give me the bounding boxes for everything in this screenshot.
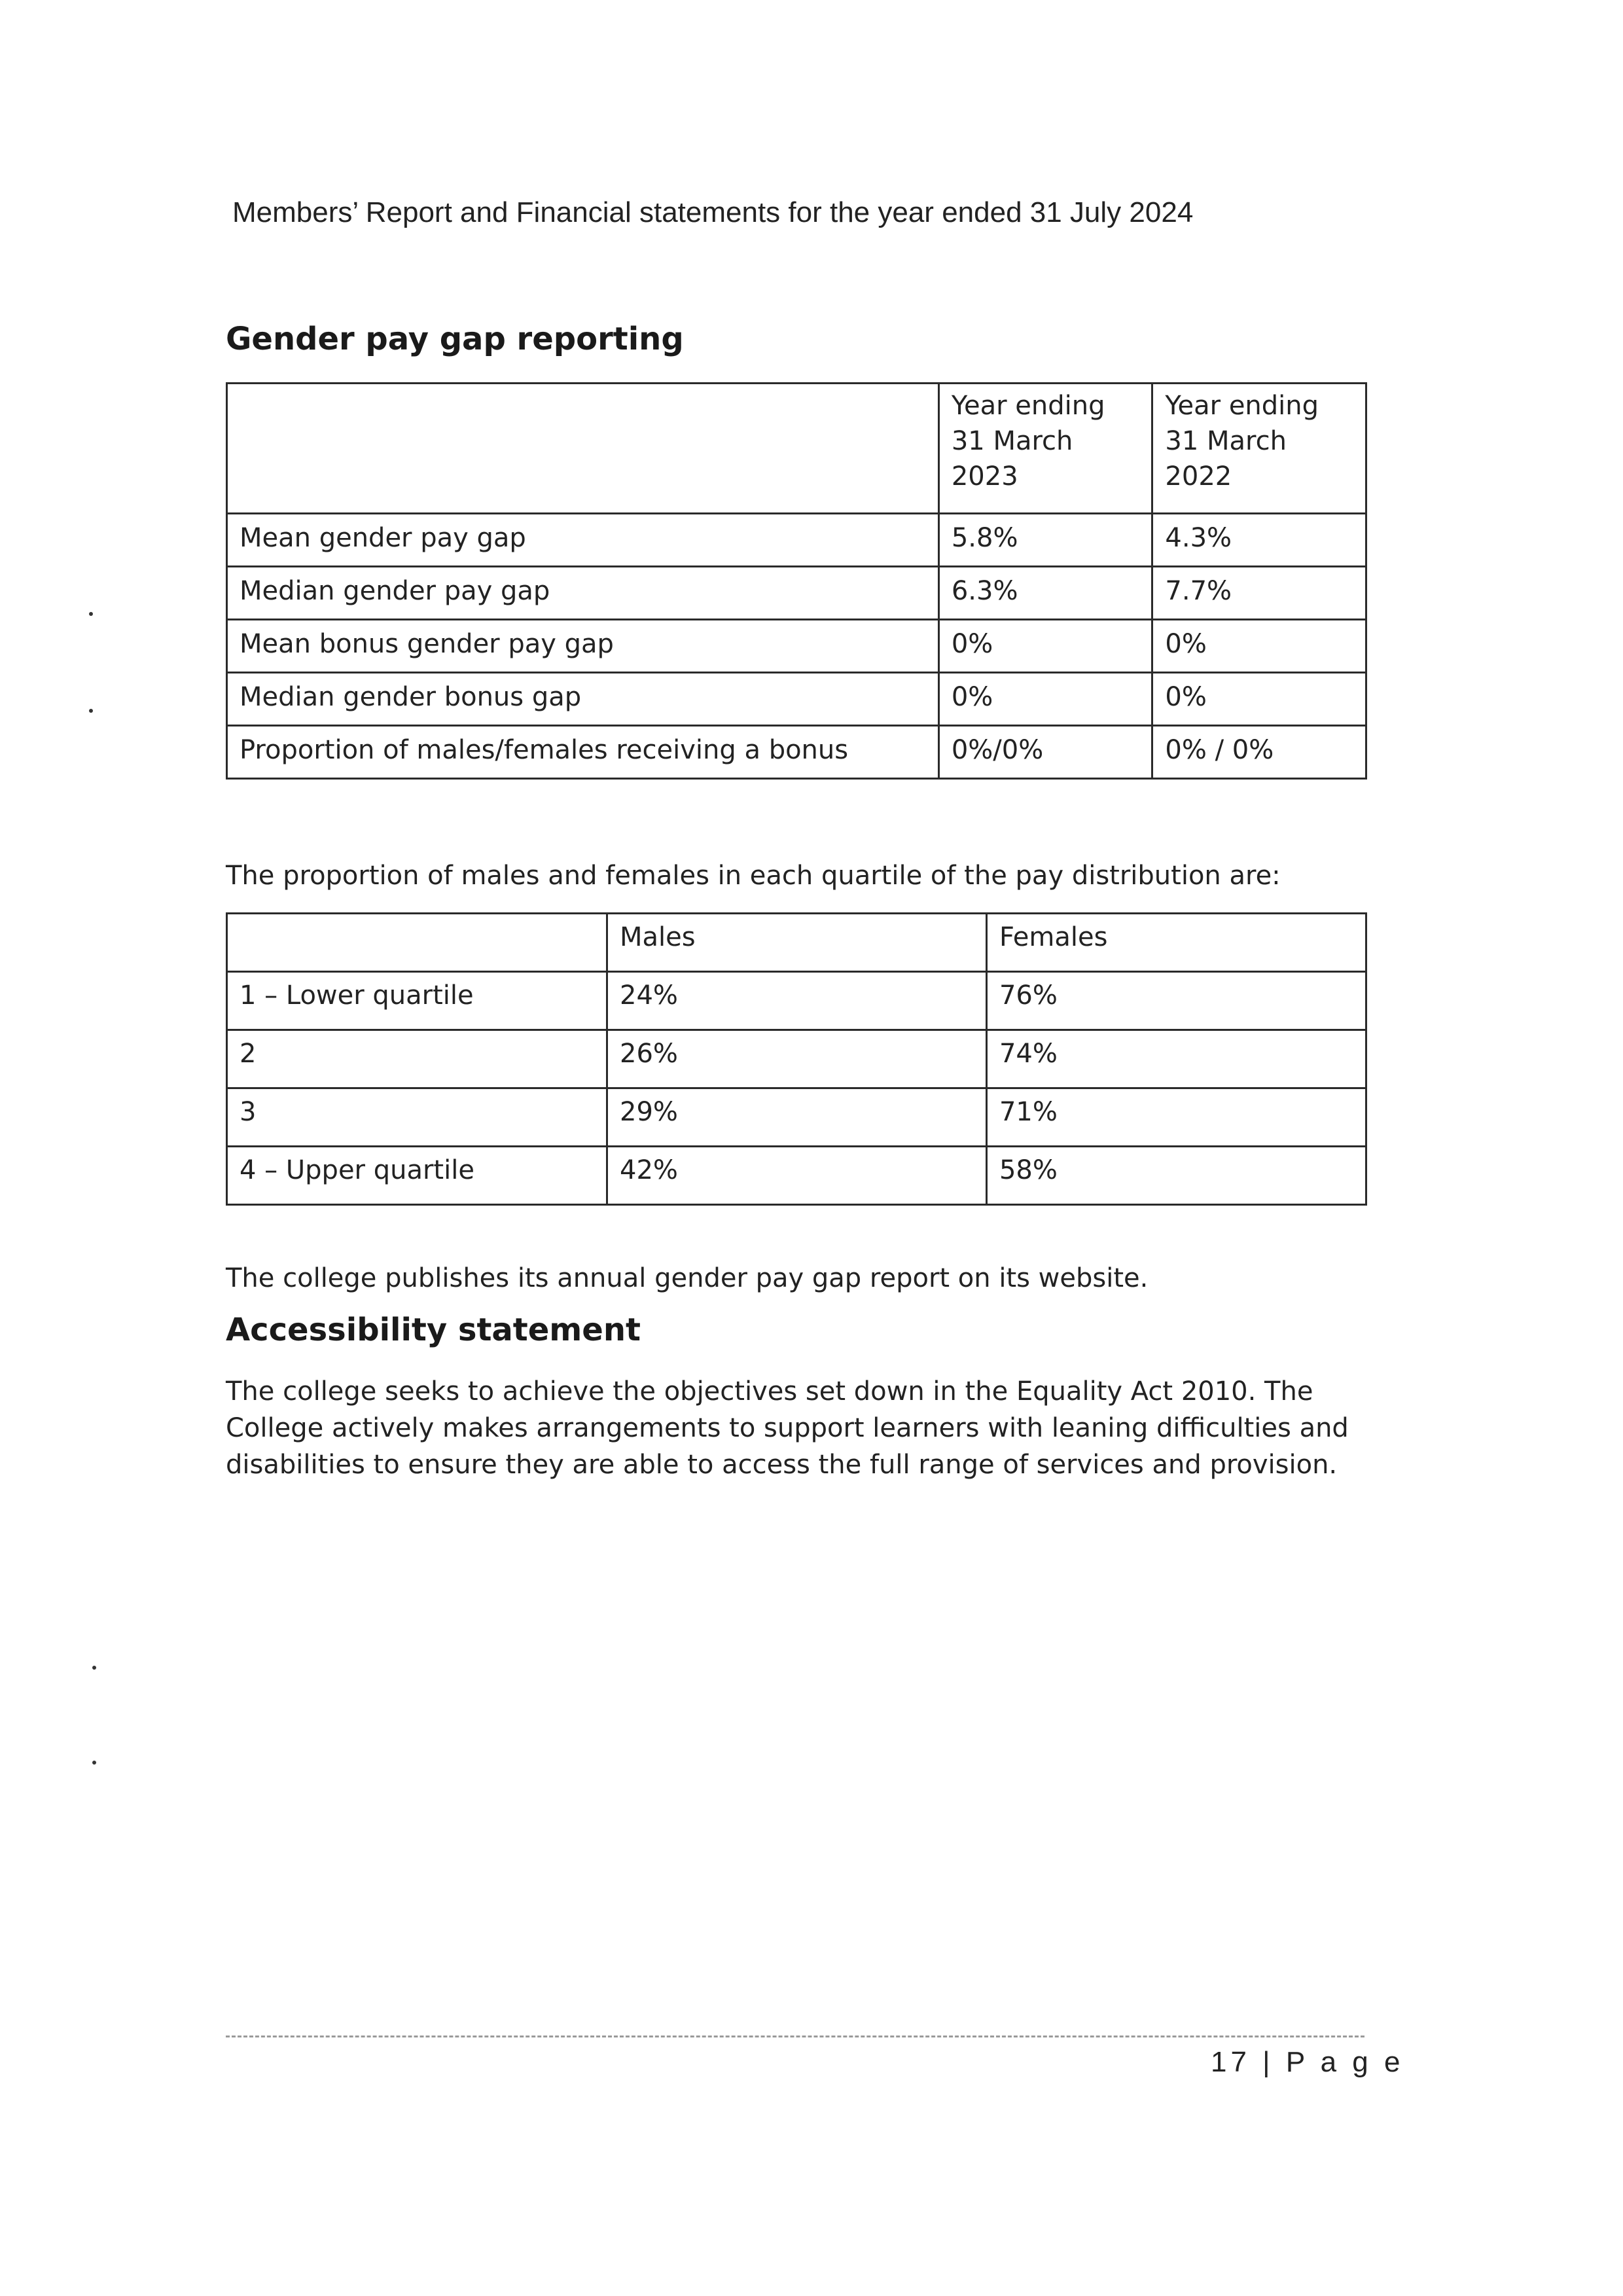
cell-value-2023: 0% — [938, 673, 1152, 726]
table-row — [227, 1147, 1366, 1205]
table-row — [227, 567, 1366, 620]
publish-note-text: The college publishes its annual gender pay gap report on its website. — [226, 1263, 1149, 1293]
cell-females: 71% — [986, 1088, 1366, 1147]
header-line: 2022 — [1165, 461, 1232, 492]
cell-value-2023: 5.8% — [938, 514, 1152, 567]
row-label: 3 — [227, 1088, 607, 1147]
row-label: Proportion of males/females receiving a bonus — [227, 726, 939, 779]
cell-value-2022: 4.3% — [1152, 514, 1366, 567]
scan-speck — [92, 1761, 96, 1765]
row-label: Mean bonus gender pay gap — [227, 620, 939, 673]
quartile-table — [226, 912, 1367, 1206]
cell-value-2022: 7.7% — [1152, 567, 1366, 620]
header-line: 31 March — [951, 426, 1073, 456]
cell-females: 76% — [986, 972, 1366, 1030]
section-title-gender-pay-gap: Gender pay gap reporting — [226, 321, 684, 357]
cell-females: 74% — [986, 1030, 1366, 1088]
running-header: Members’ Report and Financial statements for the year ended 31 July 2024 — [232, 196, 1194, 228]
cell-males: 26% — [607, 1030, 987, 1088]
table-header-cell-2022 — [1152, 384, 1366, 514]
table-row — [227, 1030, 1366, 1088]
table-header-row — [227, 384, 1366, 514]
cell-females: 58% — [986, 1147, 1366, 1205]
table-row — [227, 726, 1366, 779]
cell-value-2023: 6.3% — [938, 567, 1152, 620]
scan-speck — [92, 1666, 96, 1670]
table-header-cell-empty — [227, 914, 607, 972]
cell-value-2023: 0%/0% — [938, 726, 1152, 779]
row-label: Median gender pay gap — [227, 567, 939, 620]
section-title-accessibility: Accessibility statement — [226, 1312, 641, 1348]
table-header-cell-2023 — [938, 384, 1152, 514]
cell-males: 42% — [607, 1147, 987, 1205]
page-number: 17 | P a g e — [1211, 2046, 1404, 2078]
table-header-cell-empty — [227, 384, 939, 514]
scan-speck — [89, 612, 93, 616]
row-label: Mean gender pay gap — [227, 514, 939, 567]
table-row — [227, 1088, 1366, 1147]
cell-value-2022: 0% — [1152, 620, 1366, 673]
table-row — [227, 620, 1366, 673]
cell-males: 29% — [607, 1088, 987, 1147]
row-label: Median gender bonus gap — [227, 673, 939, 726]
gender-pay-gap-table — [226, 382, 1367, 780]
row-label: 2 — [227, 1030, 607, 1088]
table-row — [227, 514, 1366, 567]
scan-speck — [89, 709, 93, 713]
cell-value-2022: 0% — [1152, 673, 1366, 726]
table-header-cell-males: Males — [607, 914, 987, 972]
header-line: Year ending — [1165, 391, 1319, 421]
header-line: Year ending — [951, 391, 1105, 421]
row-label: 4 – Upper quartile — [227, 1147, 607, 1205]
table-row — [227, 972, 1366, 1030]
header-line: 31 March — [1165, 426, 1287, 456]
cell-value-2022: 0% / 0% — [1152, 726, 1366, 779]
cell-males: 24% — [607, 972, 987, 1030]
row-label: 1 – Lower quartile — [227, 972, 607, 1030]
cell-value-2023: 0% — [938, 620, 1152, 673]
table-header-cell-females: Females — [986, 914, 1366, 972]
table-header-row — [227, 914, 1366, 972]
quartile-intro-text: The proportion of males and females in each quartile of the pay distribution are: — [226, 861, 1281, 891]
table-row — [227, 673, 1366, 726]
accessibility-body-text: The college seeks to achieve the objectives set down in the Equality Act 2010. The College actively makes arrangements to support learners with leaning difficulties and disabilities to ensure they are able to access the full range of services and provision. — [226, 1376, 1349, 1480]
footer-divider — [226, 2036, 1364, 2037]
header-line: 2023 — [951, 461, 1018, 492]
